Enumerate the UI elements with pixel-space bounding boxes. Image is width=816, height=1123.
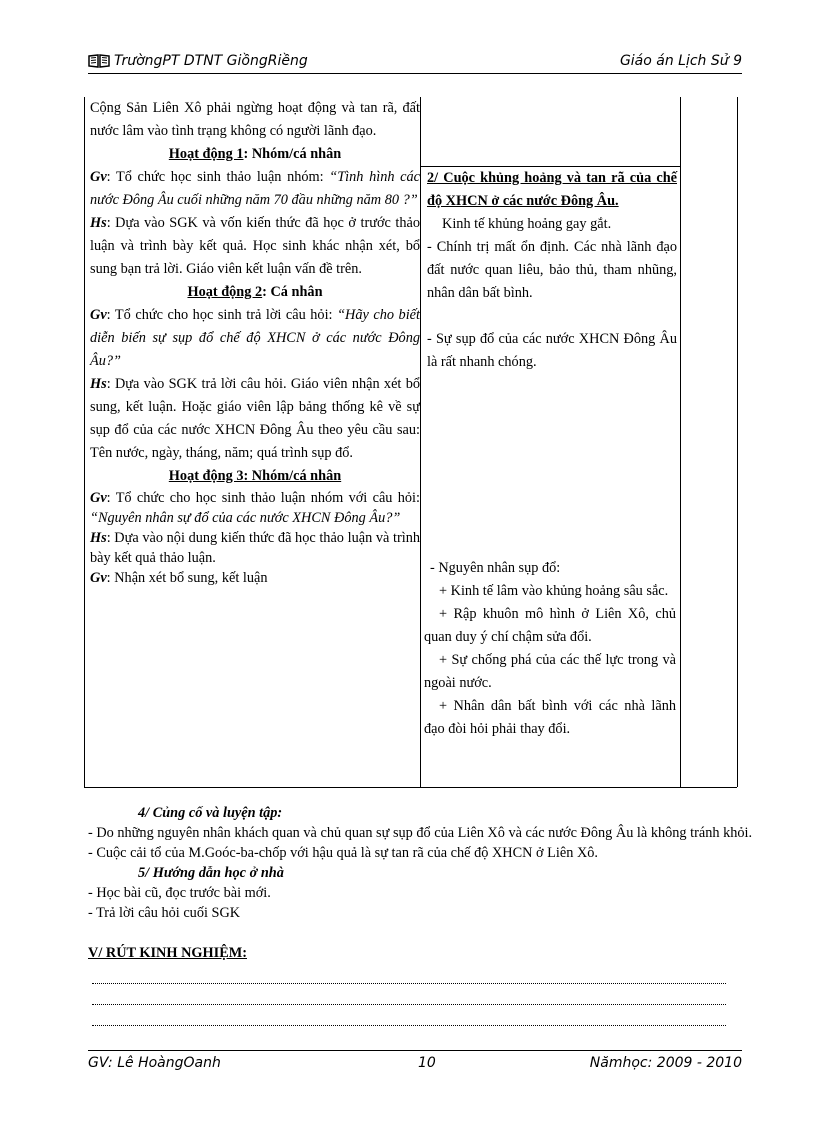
consolidation-line-2: - Cuộc cải tổ của M.Goóc-ba-chốp với hậu quả là sự tan rã của chế độ XHCN ở Liên Xô. — [88, 845, 598, 861]
cause-1: + Kinh tế lâm vào khủng hoảng sâu sắc. — [439, 583, 669, 599]
content-p1: Kinh tế khủng hoảng gay gắt. — [442, 216, 612, 232]
table-border-left — [84, 97, 85, 787]
table-divider-2 — [680, 97, 681, 787]
open-book-icon — [88, 54, 110, 68]
page-header — [88, 51, 742, 74]
table-divider-1 — [420, 97, 421, 787]
activity-1-hs: Hs: Dựa vào SGK và vốn kiến thức đã học ở trước thảo luận và trình bày kết quả. Học sinh khác nhận xét, bổ sung bạn trả lời. Giáo viên kết luận vấn đề trên. — [90, 215, 420, 277]
activity-2-gv: Gv: Tổ chức cho học sinh trả lời câu hỏi: “Hãy cho biết diễn biến sự sụp đổ chế độ XHCN ở các nước Đông Âu?” — [90, 307, 420, 369]
activity-1-gv: Gv: Tổ chức học sinh thảo luận nhóm: “Tình hình các nước Đông Âu cuối những năm 70 đầu những năm 80 ?” — [90, 169, 421, 208]
subject-title: Giáo án Lịch Sử 9 — [619, 53, 742, 69]
cause-4: + Nhân dân bất bình với các nhà lãnh đạo đòi hỏi phải thay đổi. — [424, 698, 676, 737]
intro-text: Cộng Sản Liên Xô phải ngừng hoạt động và tan rã, đất nước lâm vào tình trạng không có người lãnh đạo. — [90, 100, 420, 139]
content-p3: - Sự sụp đổ của các nước XHCN Đông Âu là rất nhanh chóng. — [427, 331, 677, 370]
teacher-name: GV: Lê HoàngOanh — [88, 1055, 221, 1071]
content-p2: - Chính trị mất ổn định. Các nhà lãnh đạo đất nước quan liêu, bảo thủ, tham nhũng, nhân dân bất bình. — [427, 239, 677, 301]
homework-heading: 5/ Hướng dẫn học ở nhà — [138, 865, 284, 881]
dotted-line-1 — [92, 963, 726, 984]
closing-section — [88, 803, 758, 1026]
consolidation-line-1: - Do những nguyên nhân khách quan và chủ quan sự sụp đổ của Liên Xô và các nước Đông Âu là không tránh khỏi. — [88, 825, 753, 841]
page-number: 10 — [418, 1055, 436, 1071]
cause-3: + Sự chống phá của các thế lực trong và ngoài nước. — [424, 652, 676, 691]
school-name: TrườngPT DTNT GiồngRiềng — [114, 53, 308, 69]
content-column — [427, 167, 677, 374]
content-p4: - Nguyên nhân sụp đổ: — [430, 560, 561, 576]
activity-3-gv: Gv: Tổ chức cho học sinh thảo luận nhóm với câu hỏi: “Nguyên nhân sự đổ của các nước XHCN Đông Âu?” — [90, 490, 420, 526]
consolidation-heading: 4/ Củng cố và luyện tập: — [138, 805, 283, 821]
causes-column — [424, 557, 676, 741]
dotted-line-2 — [92, 984, 726, 1005]
section-title: 2/ Cuộc khủng hoảng và tan rã của chế độ XHCN ở các nước Đông Âu. — [427, 170, 677, 209]
activity-3-title: Hoạt động 3: Nhóm/cá nhân — [168, 468, 342, 484]
experience-heading: V/ RÚT KINH NGHIỆM: — [88, 945, 247, 961]
school-year: Nămhọc: 2009 - 2010 — [589, 1055, 742, 1071]
page-footer — [88, 1050, 742, 1077]
homework-line-1: - Học bài cũ, đọc trước bài mới. — [88, 885, 271, 901]
activity-2-hs: Hs: Dựa vào SGK trả lời câu hỏi. Giáo viên nhận xét bổ sung, kết luận. Hoặc giáo viên lập bảng thống kê về sự sụp đổ của các nước XHCN Đông Âu theo yêu cầu sau: Tên nước, ngày, tháng, năm; quá trình sụp đổ. — [90, 376, 420, 461]
dotted-line-3 — [92, 1005, 726, 1026]
activity-2-title: Hoạt động 2: Cá nhân — [187, 284, 323, 300]
activity-3-gv2: Gv: Nhận xét bổ sung, kết luận — [90, 570, 268, 586]
activity-1-title: Hoạt động 1: Nhóm/cá nhân — [168, 146, 342, 162]
lesson-table — [84, 97, 737, 788]
homework-line-2: - Trả lời câu hỏi cuối SGK — [88, 905, 241, 921]
cause-2: + Rập khuôn mô hình ở Liên Xô, chủ quan duy ý chí chậm sửa đổi. — [424, 606, 676, 645]
activity-3-hs: Hs: Dựa vào nội dung kiến thức đã học thảo luận và trình bày kết quả thảo luận. — [90, 530, 420, 566]
teacher-activity-column — [90, 97, 420, 588]
table-border-right — [737, 97, 738, 787]
